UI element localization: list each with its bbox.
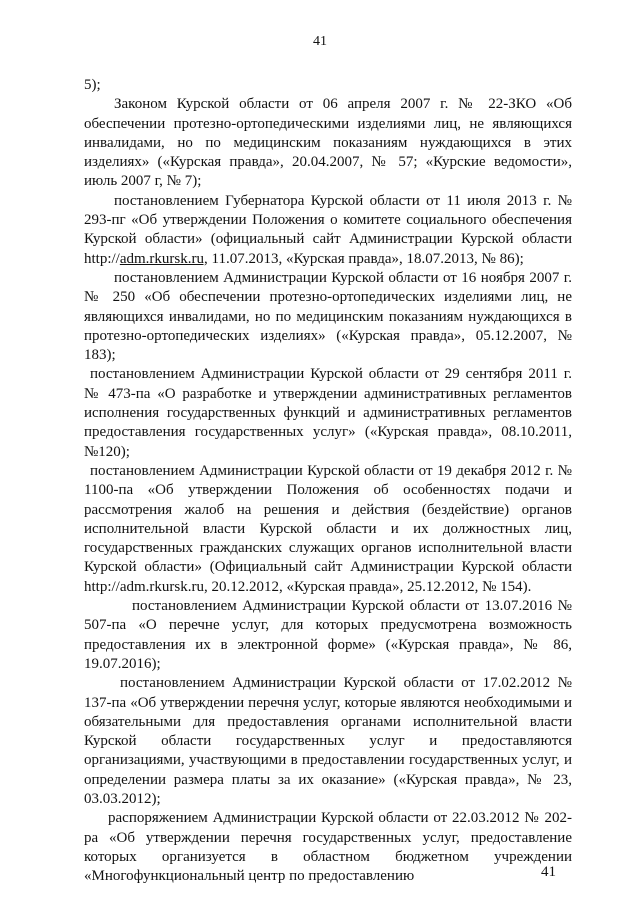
paragraph-law-22-zko: Законом Курской области от 06 апреля 2007 г. № 22-ЗКО «Об обеспечении протезно-ортопедическими изделиями лиц, не являющихся инвалидами, но по медицинским показаниям нуждающихся в этих изделиях» («Курская правда», 20.04.2007, № 57; «Курские ведомости», июль 2007 г, № 7); (84, 96, 572, 190)
page-number-bottom: 41 (541, 864, 556, 880)
paragraph-governor-293-pg (84, 192, 572, 269)
paragraph-resolution-137-pa: постановлением Администрации Курской области от 17.02.2012 № 137-па «Об утверждении перечня услуг, которые являются необходимыми и обязательными для предоставления органами исполнительной власти Курской области государственных услуг и предоставляются организациями, участвующими в предоставлении государственных услуг, и определении размера платы за их оказание» («Курская правда», № 23, 03.03.2012); (84, 675, 572, 807)
paragraph-text-before-link: постановлением Губернатора Курской области от 11 июля 2013 г. № 293-пг «Об утверждении Положения о комитете социального обеспечения Курской области» (официальный сайт Администрации Курской области http:// (84, 192, 572, 267)
document-body (84, 76, 572, 886)
paragraph-resolution-507-pa: постановлением Администрации Курской области от 13.07.2016 № 507-па «О перечне услуг, для которых предусмотрена возможность предоставления их в электронной форме» («Курская правда», № 86, 19.07.2016); (84, 598, 572, 672)
website-link[interactable]: adm.rkursk.ru, (119, 250, 208, 267)
paragraph-resolution-250: постановлением Администрации Курской области от 16 ноября 2007 г. № 250 «Об обеспечении протезно-ортопедических изделиями лиц, не являющихся инвалидами, но по медицинским показаниям нуждающихся в протезно-ортопедических изделиях» («Курская правда», 05.12.2007, № 183); (84, 269, 572, 364)
paragraph-text-after-link: 11.07.2013, «Курская правда», 18.07.2013, № 86); (207, 250, 524, 267)
paragraph-resolution-1100-pa: постановлением Администрации Курской области от 19 декабря 2012 г. № 1100-па «Об утверждении Положения об особенностях подачи и рассмотрения жалоб на решения и действия (бездействие) органов исполнительной власти Курской области и их должностных лиц, государственных гражданских служащих органов исполнительной власти Курской области» (Официальный сайт Администрации Курской области http://adm.rkursk.ru, 20.12.2012, «Курская правда», 25.12.2012, № 154). (84, 462, 572, 595)
page-number-top: 41 (313, 34, 327, 49)
paragraph-continuation: 5); (84, 77, 101, 93)
paragraph-resolution-473-pa: постановлением Администрации Курской области от 29 сентября 2011 г. № 473-па «О разработке и утверждении административных регламентов исполнения государственных функций и административных регламентов предоставления государственных услуг» («Курская правда», 08.10.2011, №120); (84, 366, 572, 460)
paragraph-order-202-ra: распоряжением Администрации Курской области от 22.03.2012 № 202-ра «Об утверждении перечня государственных услуг, предоставление которых организуется в областном бюджетном учреждении «Многофункциональный центр по предоставлению (84, 810, 572, 885)
